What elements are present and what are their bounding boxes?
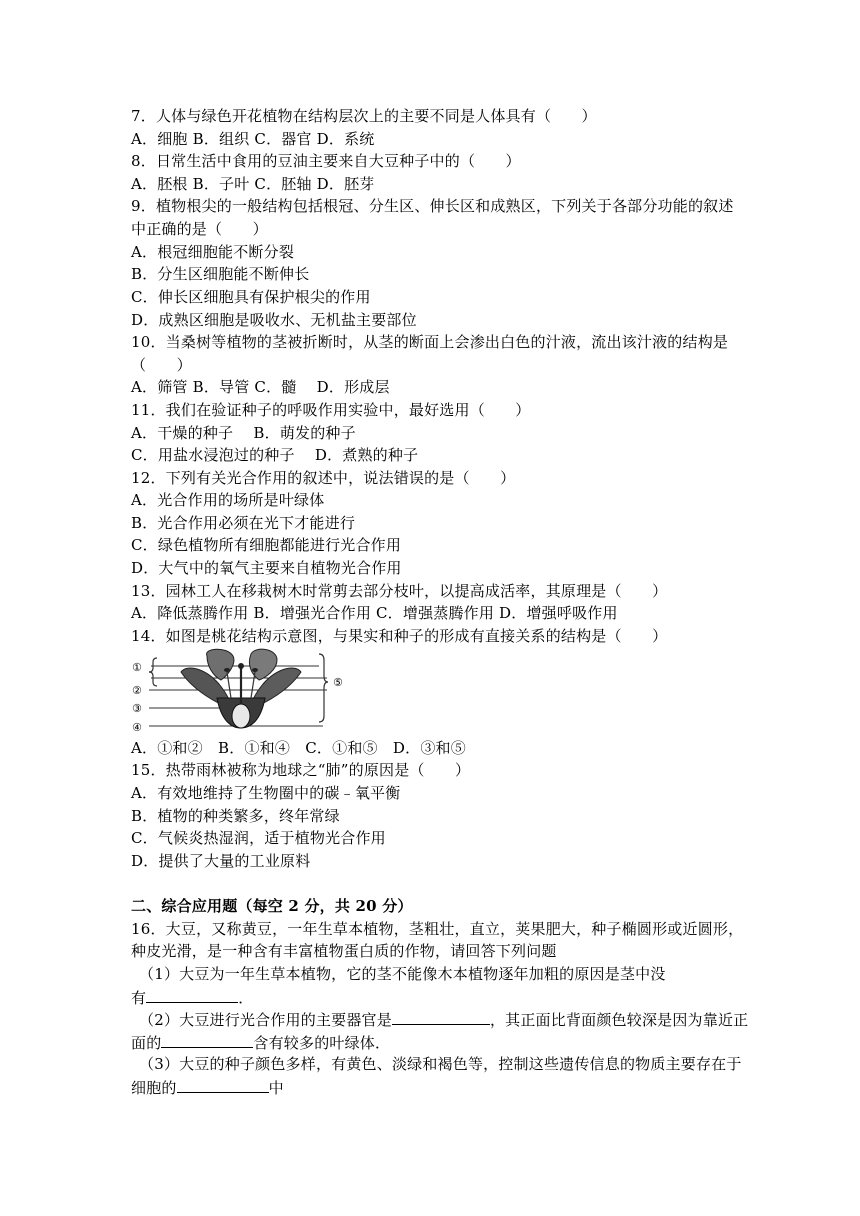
figure-label-5: ⑤ [333,676,343,689]
q13-options: A．降低蒸腾作用 B．增强光合作用 C．增强蒸腾作用 D．增强呼吸作用 [131,604,618,622]
answer-blank-2[interactable] [392,1009,490,1025]
q16-part3-prefix: 细胞的 [131,1079,177,1097]
q11-stem: 11．我们在验证种子的呼吸作用实验中，最好选用（ ） [131,401,531,419]
section-2-heading: 二、综合应用题（每空 2 分，共 20 分） [131,897,413,915]
q9-option-c: C．伸长区细胞具有保护根尖的作用 [131,288,371,306]
q11-options-line2: C．用盐水浸泡过的种子 D．煮熟的种子 [131,446,419,464]
q9-option-d: D．成熟区细胞是吸收水、无机盐主要部位 [131,311,417,329]
q15-option-a: A．有效地维持了生物圈中的碳﹣氧平衡 [131,784,401,802]
right-brace [319,654,328,722]
figure-label-4: ④ [132,721,142,734]
answer-blank-1[interactable] [146,987,238,1003]
q14-options: A．①和② B．①和④ C．①和⑤ D．③和⑤ [131,739,466,757]
q16-part3-line1: （3）大豆的种子颜色多样，有黄色、淡绿和褐色等，控制这些遗传信息的物质主要存在于 [139,1055,742,1073]
q12-option-b: B．光合作用必须在光下才能进行 [131,514,356,532]
q16-part3-line2 [131,1077,284,1099]
q10-options: A．筛管 B．导管 C．髓 D．形成层 [131,378,390,396]
stigma [238,663,244,669]
q8-options: A．胚根 B．子叶 C．胚轴 D．胚芽 [131,175,375,193]
q16-intro-line1: 16．大豆，又称黄豆，一年生草本植物，茎粗壮，直立，荚果肥大，种子椭圆形或近圆形， [131,920,744,938]
q16-part1-line2 [131,987,253,1009]
figure-label-3: ③ [132,702,142,715]
q10-stem-line2: （ ） [131,356,192,374]
q15-stem: 15．热带雨林被称为地球之“肺”的原因是（ ） [131,761,471,779]
q7-options: A．细胞 B．组织 C．器官 D．系统 [131,130,375,148]
anther-2 [252,668,258,672]
q9-option-a: A．根冠细胞能不断分裂 [131,243,295,261]
q12-option-a: A．光合作用的场所是叶绿体 [131,491,325,509]
q16-part1-suffix: ． [238,989,254,1007]
figure-label-2: ② [132,684,142,697]
q10-stem-line1: 10．当桑树等植物的茎被折断时，从茎的断面上会渗出白色的汁液，流出该汁液的结构是 [131,333,729,351]
peach-flower-figure [131,646,353,736]
q11-options-line1: A．干燥的种子 B．萌发的种子 [131,424,356,442]
ovary [232,704,250,728]
q16-part2-line1 [139,1009,748,1031]
q9-option-b: B．分生区细胞能不断伸长 [131,265,310,283]
q15-option-b: B．植物的种类繁多，终年常绿 [131,807,340,825]
q16-part2-line2-suffix: 含有较多的叶绿体． [253,1034,391,1052]
q16-part2-line2-prefix: 面的 [131,1034,162,1052]
q8-stem: 8．日常生活中食用的豆油主要来自大豆种子中的（ ） [131,152,521,170]
q13-stem: 13．园林工人在移栽树木时常剪去部分枝叶，以提高成活率，其原理是（ ） [131,582,668,600]
q15-option-d: D．提供了大量的工业原料 [131,852,311,870]
q9-stem-line1: 9．植物根尖的一般结构包括根冠、分生区、伸长区和成熟区，下列关于各部分功能的叙述 [131,197,734,215]
answer-blank-4[interactable] [177,1077,269,1093]
q9-stem-line2: 中正确的是（ ） [131,220,268,238]
q16-part1-line1: （1）大豆为一年生草本植物，它的茎不能像木本植物逐年加粗的原因是茎中没 [139,965,666,983]
stamen-1 [227,672,231,698]
q16-part3-suffix: 中 [268,1079,284,1097]
petal-left [207,649,234,680]
q16-part1-prefix: 有 [131,989,147,1007]
figure-label-1: ① [132,661,142,674]
q12-option-d: D．大气中的氧气主要来自植物光合作用 [131,559,402,577]
q16-part2-prefix: （2）大豆进行光合作用的主要器官是 [139,1011,392,1029]
q15-option-c: C．气候炎热湿润，适于植物光合作用 [131,829,386,847]
q14-stem: 14．如图是桃花结构示意图，与果实和种子的形成有直接关系的结构是（ ） [131,627,668,645]
q12-option-c: C．绿色植物所有细胞都能进行光合作用 [131,536,402,554]
stamen-2 [251,672,255,698]
answer-blank-3[interactable] [161,1032,253,1048]
q12-stem: 12．下列有关光合作用的叙述中，说法错误的是（ ） [131,469,516,487]
anther-1 [224,668,230,672]
q7-stem: 7．人体与绿色开花植物在结构层次上的主要不同是人体具有（ ） [131,107,597,125]
left-brace [149,658,157,686]
q16-part2-suffix: ，其正面比背面颜色较深是因为靠近正 [489,1011,749,1029]
q16-intro-line2: 种皮光滑，是一种含有丰富植物蛋白质的作物，请回答下列问题 [131,942,557,960]
q16-part2-line2 [131,1032,390,1054]
